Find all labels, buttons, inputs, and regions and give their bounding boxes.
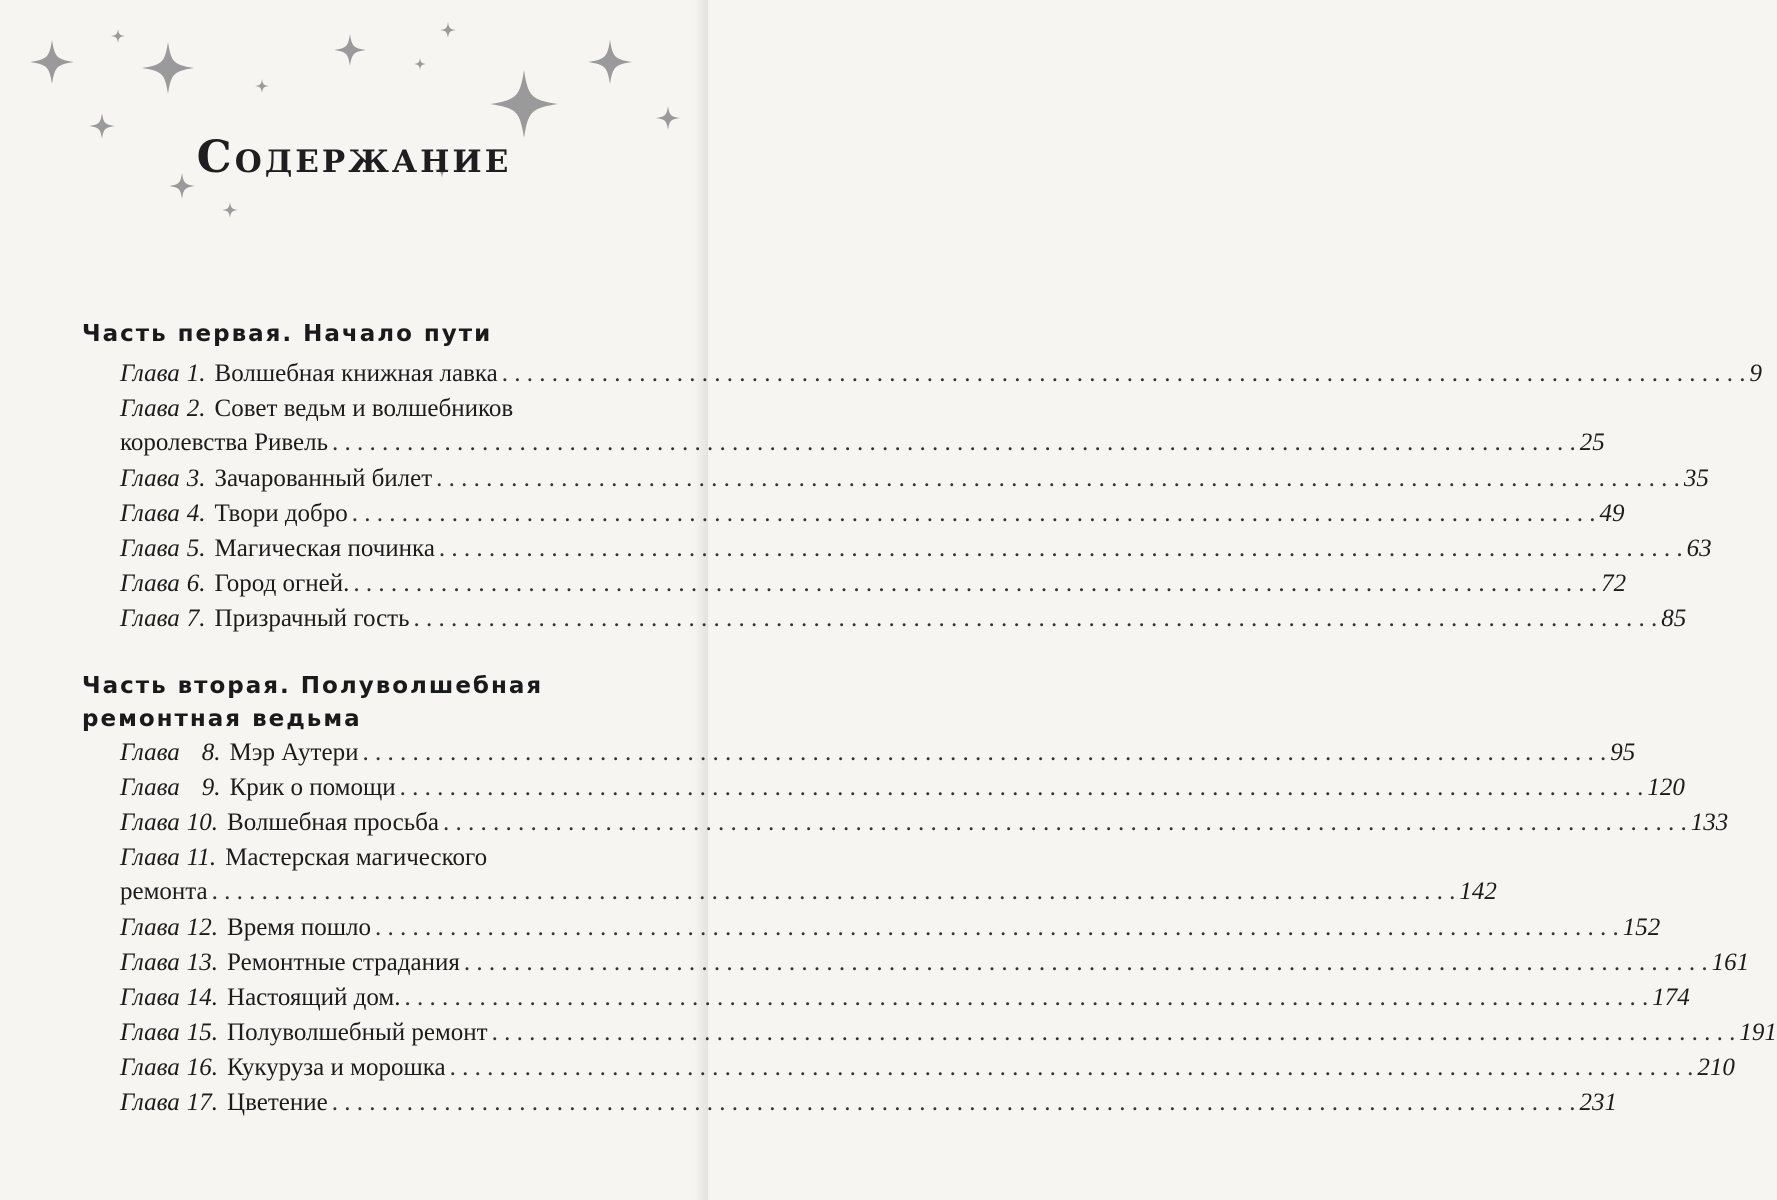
chapter-word: Глава	[120, 844, 180, 871]
chapter-word: Глава	[120, 1054, 180, 1081]
chapter-number	[120, 1051, 218, 1085]
chapter-title-wrap	[215, 567, 1627, 601]
page-number: 72	[1601, 570, 1627, 597]
part-heading: Часть вторая. Полуволшебная ремонтная ведьма	[82, 673, 544, 732]
chapter-num: 13.	[186, 949, 219, 976]
chapter-num: 10.	[186, 809, 219, 836]
chapter-title-wrap	[230, 736, 1636, 770]
chapter-title: Цветение	[227, 1089, 328, 1116]
page-number: 63	[1686, 535, 1712, 562]
chapter-number	[120, 736, 221, 770]
chapter-number	[120, 981, 218, 1015]
chapter-word: Глава	[120, 1089, 180, 1116]
toc-entry-line	[120, 771, 1685, 805]
chapter-word: Глава	[120, 809, 180, 836]
toc-entry-line	[120, 1051, 1735, 1085]
chapter-title: Кукуруза и морошка	[227, 1054, 446, 1081]
chapter-title-wrap	[215, 497, 1625, 531]
toc-entry-line	[120, 532, 1712, 566]
chapter-number	[120, 392, 206, 426]
chapter-word: Глава	[120, 500, 180, 527]
chapter-title: Время пошло	[227, 914, 371, 941]
chapter-num: 6.	[186, 570, 206, 597]
leader-dots	[362, 736, 1606, 770]
chapter-title: Твори добро	[214, 500, 348, 527]
toc-entry[interactable]	[120, 1051, 1735, 1085]
chapter-number	[120, 841, 216, 875]
toc-entry-line	[120, 462, 1709, 496]
page-number: 9	[1749, 360, 1763, 387]
chapter-word: Глава	[120, 605, 180, 632]
chapter-title: Зачарованный билет	[214, 465, 433, 492]
leader-dots	[450, 1051, 1694, 1085]
toc-entry-line	[120, 392, 666, 426]
chapter-title-wrap	[230, 771, 1685, 805]
toc-entry[interactable]	[120, 841, 1497, 909]
chapter-num: 17.	[186, 1089, 219, 1116]
chapter-num: 14.	[186, 984, 219, 1011]
page-number: 142	[1459, 878, 1497, 905]
toc-entry[interactable]	[120, 497, 1625, 531]
leader-dots	[464, 946, 1708, 980]
chapter-word: Глава	[120, 535, 180, 562]
chapter-num: 8.	[201, 739, 221, 766]
chapter-title: Волшебная книжная лавка	[214, 360, 498, 387]
chapter-word: Глава	[120, 395, 180, 422]
leader-dots	[502, 357, 1746, 391]
leader-dots	[400, 771, 1644, 805]
page-number: 85	[1661, 605, 1687, 632]
page-number: 210	[1697, 1054, 1735, 1081]
toc-entry-line	[120, 806, 1729, 840]
chapter-word: Глава	[120, 739, 180, 766]
page-number: 133	[1690, 809, 1729, 836]
leader-dots	[332, 1086, 1576, 1120]
chapter-title-wrap	[215, 392, 666, 426]
chapter-title-wrap	[227, 911, 1660, 945]
toc-entry[interactable]	[120, 981, 1690, 1015]
chapter-num: 3.	[186, 465, 206, 492]
chapter-title: Ремонтные страдания	[227, 949, 460, 976]
chapter-title-wrap	[227, 1016, 1777, 1050]
toc-entry-line	[120, 426, 1605, 460]
page-number: 49	[1599, 500, 1625, 527]
toc-entry-line	[120, 357, 1763, 391]
leader-dots	[414, 602, 1658, 636]
chapter-title: Город огней.	[214, 570, 350, 597]
chapter-number	[120, 771, 221, 805]
toc-entry-line	[120, 1016, 1777, 1050]
chapter-title-wrap	[227, 1086, 1617, 1120]
toc-entry-line	[120, 841, 666, 875]
page-number: 231	[1579, 1089, 1617, 1116]
toc-entry[interactable]	[120, 532, 1712, 566]
chapter-title-wrap	[215, 357, 1763, 391]
toc-entry[interactable]	[120, 602, 1687, 636]
leader-dots	[212, 875, 1456, 909]
leader-dots	[436, 462, 1680, 496]
chapter-num: 5.	[186, 535, 206, 562]
chapter-num: 12.	[186, 914, 219, 941]
page-number: 25	[1579, 429, 1605, 456]
toc-entry[interactable]	[120, 911, 1661, 945]
toc-entry[interactable]	[120, 462, 1709, 496]
toc-entry[interactable]	[120, 392, 1605, 460]
chapter-title-wrap	[225, 841, 666, 875]
toc-entry[interactable]	[120, 736, 1636, 770]
page-number: 120	[1647, 774, 1685, 801]
chapter-word: Глава	[120, 914, 180, 941]
chapter-number	[120, 806, 218, 840]
toc-entry-line	[120, 911, 1661, 945]
page-title: Содержание	[196, 132, 512, 183]
chapter-number	[120, 567, 206, 601]
chapter-number	[120, 1016, 218, 1050]
toc-entry-line	[120, 1086, 1617, 1120]
chapter-num: 2.	[186, 395, 206, 422]
toc-entry[interactable]	[120, 357, 1763, 391]
chapter-word: Глава	[120, 949, 180, 976]
chapter-number	[120, 497, 206, 531]
chapter-number	[120, 1086, 218, 1120]
chapter-title-wrap	[227, 806, 1728, 840]
leader-dots	[352, 497, 1596, 531]
leader-dots	[492, 1016, 1736, 1050]
toc-entry[interactable]	[120, 806, 1729, 840]
chapter-num: 1.	[186, 360, 206, 387]
chapter-title-continued: королевства Ривель	[120, 429, 329, 456]
toc-entry-line	[120, 602, 1687, 636]
toc-entry-line	[120, 875, 1497, 909]
chapter-title: Настоящий дом.	[227, 984, 401, 1011]
chapter-number	[120, 462, 206, 496]
toc-entry[interactable]	[120, 1016, 1777, 1050]
toc-entry-line	[120, 736, 1636, 770]
chapter-title-continued: ремонта	[120, 878, 208, 905]
leader-dots	[353, 567, 1597, 601]
chapter-num: 9.	[201, 774, 221, 801]
chapter-number	[120, 532, 206, 566]
chapter-title-wrap	[215, 532, 1712, 566]
toc-entry[interactable]	[120, 771, 1685, 805]
chapter-word: Глава	[120, 360, 180, 387]
page-number: 191	[1739, 1019, 1777, 1046]
part-heading: Часть первая. Начало пути	[82, 321, 493, 347]
chapter-title: Совет ведьм и волшебников	[214, 395, 514, 422]
chapter-title-wrap	[227, 946, 1749, 980]
chapter-word: Глава	[120, 570, 180, 597]
leader-dots	[404, 981, 1648, 1015]
toc-entry-line	[120, 946, 1750, 980]
toc-entry-line	[120, 981, 1690, 1015]
chapter-title: Мастерская магического	[225, 844, 488, 871]
chapter-number	[120, 911, 218, 945]
page-number: 174	[1652, 984, 1690, 1011]
leader-dots	[439, 532, 1683, 566]
chapter-title-wrap	[227, 981, 1690, 1015]
chapter-number	[120, 602, 206, 636]
chapter-word: Глава	[120, 774, 180, 801]
chapter-title: Мэр Аутери	[229, 739, 359, 766]
page-number: 35	[1683, 465, 1709, 492]
chapter-title: Магическая починка	[214, 535, 435, 562]
chapter-word: Глава	[120, 465, 180, 492]
toc-entry[interactable]	[120, 1086, 1617, 1120]
chapter-num: 15.	[186, 1019, 219, 1046]
toc-entry[interactable]	[120, 567, 1627, 601]
chapter-num: 16.	[186, 1054, 219, 1081]
leader-dots	[332, 426, 1576, 460]
toc-entry-line	[120, 567, 1627, 601]
leader-dots	[375, 911, 1619, 945]
chapter-num: 4.	[186, 500, 206, 527]
chapter-title-wrap	[227, 1051, 1735, 1085]
chapter-title: Волшебная просьба	[227, 809, 439, 836]
chapter-title-wrap	[215, 462, 1709, 496]
chapter-title: Полуволшебный ремонт	[227, 1019, 488, 1046]
chapter-word: Глава	[120, 1019, 180, 1046]
leader-dots	[443, 806, 1687, 840]
chapter-number	[120, 357, 206, 391]
chapter-title: Крик о помощи	[229, 774, 396, 801]
page-number: 152	[1622, 914, 1661, 941]
toc-entry[interactable]	[120, 946, 1750, 980]
chapter-num: 11.	[186, 844, 217, 871]
toc-entry-line	[120, 497, 1625, 531]
chapter-word: Глава	[120, 984, 180, 1011]
page-number: 95	[1610, 739, 1636, 766]
page-number: 161	[1711, 949, 1750, 976]
chapter-title: Призрачный гость	[214, 605, 410, 632]
chapter-title-wrap	[215, 602, 1687, 636]
chapter-num: 7.	[186, 605, 206, 632]
chapter-number	[120, 946, 218, 980]
